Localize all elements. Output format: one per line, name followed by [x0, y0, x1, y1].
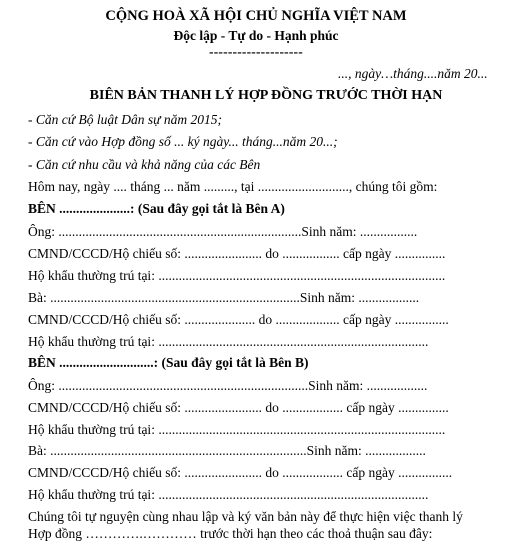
party-b-ba-id: CMND/CCCD/Hộ chiếu số: ....................... do .................. cấp ngày ................: [28, 465, 453, 480]
party-b-heading: BÊN ............................: (Sau đây gọi tắt là Bên B): [28, 355, 309, 370]
party-b-ba: Bà: ............................................................................Sinh năm: ..................: [28, 443, 426, 458]
motto: Độc lập - Tự do - Hạnh phúc: [173, 28, 339, 43]
party-b-ong: Ông: ..........................................................................Sinh năm: ..................: [28, 378, 428, 393]
party-a-ba: Bà: ..........................................................................Sinh năm: ..................: [28, 290, 420, 305]
basis-civil-code: - Căn cứ Bộ luật Dân sự năm 2015;: [28, 112, 222, 127]
party-a-ong: Ông: ........................................................................Sinh năm: .................: [28, 224, 418, 239]
closing-line-1: Chúng tôi tự nguyện cùng nhau lập và ký văn bản này để thực hiện việc thanh lý: [28, 509, 463, 524]
party-a-ong-id: CMND/CCCD/Hộ chiếu số: ....................... do ................. cấp ngày ...............: [28, 246, 446, 261]
party-a-heading: BÊN .....................: (Sau đây gọi tắt là Bên A): [28, 201, 285, 216]
party-a-ba-id: CMND/CCCD/Hộ chiếu số: ..................... do ................... cấp ngày ................: [28, 312, 449, 327]
basis-needs: - Căn cứ nhu cầu và khả năng của các Bên: [28, 157, 261, 172]
document-title: BIÊN BẢN THANH LÝ HỢP ĐỒNG TRƯỚC THỜI HẠN: [89, 88, 443, 103]
party-a-ba-residence: Hộ khẩu thường trú tại: ................................................................................: [28, 334, 429, 349]
separator: --------------------: [209, 44, 303, 59]
country-header: CỘNG HOÀ XÃ HỘI CHỦ NGHĨA VIỆT NAM: [105, 8, 407, 24]
date-line: ..., ngày…tháng....năm 20...: [338, 66, 488, 81]
basis-contract: - Căn cứ vào Hợp đồng số ... ký ngày... tháng...năm 20...;: [28, 134, 338, 149]
intro-line: Hôm nay, ngày .... tháng ... năm ........., tại ..........................., chúng tôi gồm:: [28, 179, 438, 194]
closing-line-2: Hợp đồng ………….………… trước thời hạn theo các thoả thuận sau đây:: [28, 526, 433, 541]
party-b-ong-id: CMND/CCCD/Hộ chiếu số: ....................... do .................. cấp ngày ...............: [28, 400, 449, 415]
party-a-ong-residence: Hộ khẩu thường trú tại: .....................................................................................: [28, 268, 446, 283]
party-b-ba-residence: Hộ khẩu thường trú tại: ................................................................................: [28, 487, 429, 502]
party-b-ong-residence: Hộ khẩu thường trú tại: .....................................................................................: [28, 422, 446, 437]
